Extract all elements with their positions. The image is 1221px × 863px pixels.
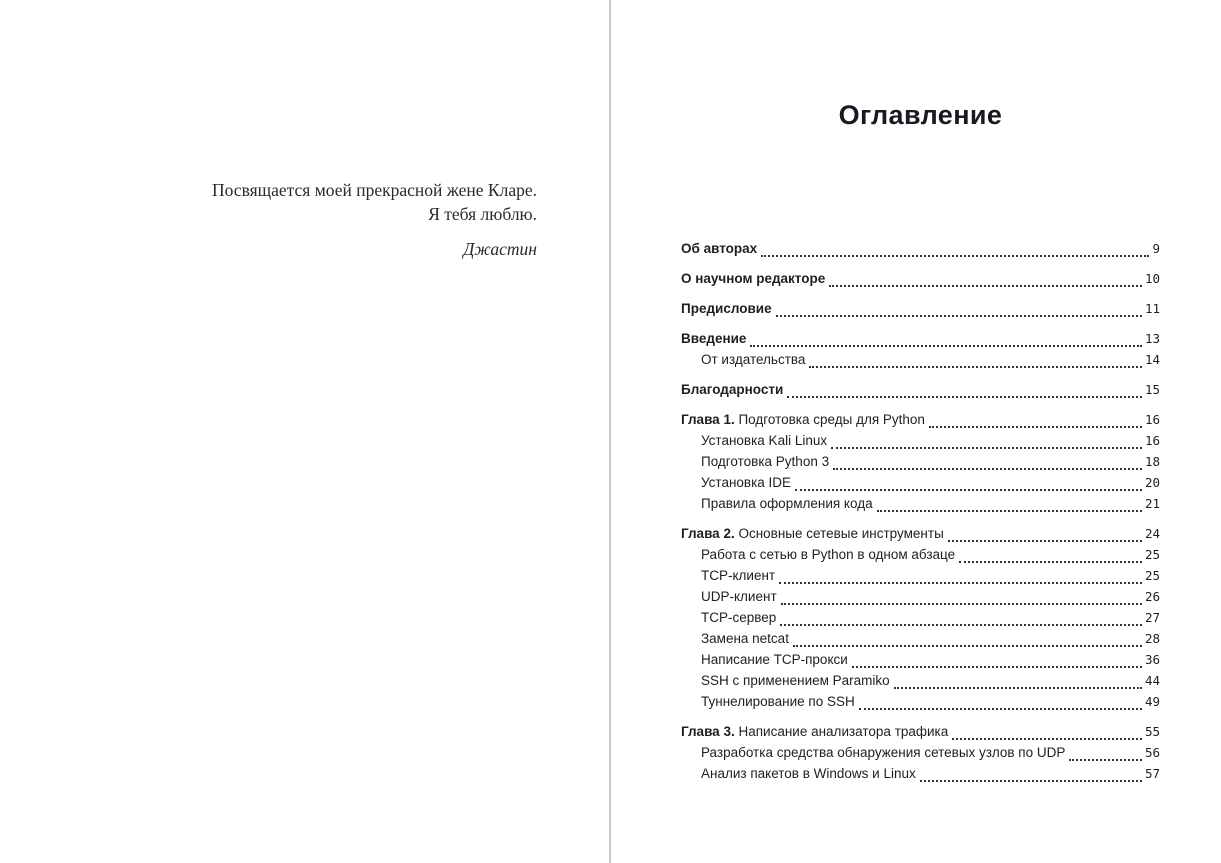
toc-entry-label: Написание TCP-прокси — [701, 652, 848, 667]
toc-entry-page-number: 20 — [1144, 475, 1160, 490]
toc-entry-page-number: 18 — [1144, 454, 1160, 469]
toc-dot-leader — [761, 238, 1149, 257]
toc-entry-page-number: 26 — [1144, 589, 1160, 604]
toc-dot-leader — [829, 268, 1142, 287]
toc-dot-leader — [831, 430, 1142, 449]
toc-entry-page-number: 57 — [1144, 766, 1160, 781]
toc-dot-leader — [779, 565, 1142, 584]
toc-entry-label: От издательства — [701, 352, 806, 367]
toc-entry-page-number: 15 — [1144, 382, 1160, 397]
toc-dot-leader — [959, 544, 1142, 563]
toc-entry — [681, 430, 1160, 451]
toc-entry — [681, 298, 1160, 319]
toc-list — [681, 238, 1160, 784]
page-divider — [609, 0, 611, 863]
toc-entry — [681, 607, 1160, 628]
toc-entry-page-number: 13 — [1144, 331, 1160, 346]
toc-entry-label: Благодарности — [681, 382, 784, 397]
dedication-signature: Джастин — [463, 239, 537, 259]
toc-entry-label: Разработка средства обнаружения сетевых узлов по UDP — [701, 745, 1066, 760]
toc-entry-page-number: 10 — [1144, 271, 1160, 286]
toc-entry-page-number: 25 — [1144, 568, 1160, 583]
toc-entry-label: UDP-клиент — [701, 589, 777, 604]
toc-entry — [681, 691, 1160, 712]
toc-entry-chapter-prefix: Глава 3. — [681, 724, 739, 739]
toc-dot-leader — [787, 379, 1142, 398]
toc-entry — [681, 409, 1160, 430]
toc-entry — [681, 472, 1160, 493]
toc-title: Оглавление — [838, 100, 1003, 130]
toc-entry-chapter-prefix: Глава 2. — [681, 526, 739, 541]
toc-entry — [681, 742, 1160, 763]
toc-entry-label: SSH с применением Paramiko — [701, 673, 890, 688]
toc-dot-leader — [948, 523, 1142, 542]
toc-entry-label: Глава 1. Подготовка среды для Python — [681, 412, 925, 427]
toc-entry — [681, 721, 1160, 742]
toc-entry-page-number: 55 — [1144, 724, 1160, 739]
toc-entry-page-number: 11 — [1144, 301, 1160, 316]
toc-dot-leader — [833, 451, 1142, 470]
toc-entry-page-number: 16 — [1144, 412, 1160, 427]
toc-entry-page-number: 27 — [1144, 610, 1160, 625]
toc-dot-leader — [750, 328, 1142, 347]
toc-dot-leader — [795, 472, 1142, 491]
toc-entry-label: Анализ пакетов в Windows и Linux — [701, 766, 916, 781]
toc-entry-page-number: 24 — [1144, 526, 1160, 541]
toc-entry — [681, 586, 1160, 607]
toc-entry-label: TCP-сервер — [701, 610, 777, 625]
toc-entry-page-number: 49 — [1144, 694, 1160, 709]
toc-entry-page-number: 36 — [1144, 652, 1160, 667]
toc-entry-page-number: 9 — [1152, 241, 1160, 256]
toc-dot-leader — [809, 349, 1142, 368]
toc-entry — [681, 349, 1160, 370]
toc-page — [681, 100, 1160, 784]
toc-entry-label: Введение — [681, 331, 747, 346]
toc-entry — [681, 451, 1160, 472]
toc-entry — [681, 649, 1160, 670]
toc-dot-leader — [781, 586, 1142, 605]
toc-entry-label: Об авторах — [681, 241, 758, 256]
toc-entry-page-number: 28 — [1144, 631, 1160, 646]
toc-entry-label: Предисловие — [681, 301, 772, 316]
toc-entry-label: О научном редакторе — [681, 271, 826, 286]
toc-dot-leader — [780, 607, 1142, 626]
dedication-line-1: Посвящается моей прекрасной жене Кларе. — [211, 180, 537, 200]
toc-entry-label: TCP-клиент — [701, 568, 776, 583]
toc-entry — [681, 268, 1160, 289]
toc-dot-leader — [1069, 742, 1142, 761]
toc-entry-page-number: 21 — [1144, 496, 1160, 511]
toc-entry — [681, 328, 1160, 349]
toc-dot-leader — [859, 691, 1142, 710]
toc-dot-leader — [894, 670, 1142, 689]
toc-entry — [681, 628, 1160, 649]
toc-dot-leader — [929, 409, 1142, 428]
toc-entry — [681, 544, 1160, 565]
toc-entry — [681, 670, 1160, 691]
toc-entry-page-number: 44 — [1144, 673, 1160, 688]
toc-entry-label: Глава 3. Написание анализатора трафика — [681, 724, 949, 739]
toc-entry-label: Установка IDE — [701, 475, 792, 490]
toc-entry-page-number: 56 — [1144, 745, 1160, 760]
toc-dot-leader — [776, 298, 1142, 317]
toc-entry-label: Правила оформления кода — [701, 496, 873, 511]
toc-dot-leader — [877, 493, 1142, 512]
toc-dot-leader — [852, 649, 1142, 668]
toc-entry-label: Туннелирование по SSH — [701, 694, 855, 709]
toc-entry-label: Работа с сетью в Python в одном абзаце — [701, 547, 956, 562]
toc-entry-page-number: 14 — [1144, 352, 1160, 367]
toc-entry-label: Подготовка Python 3 — [701, 454, 830, 469]
dedication-line-2: Я тебя люблю. — [428, 204, 537, 224]
toc-entry-label: Замена netcat — [701, 631, 789, 646]
toc-entry — [681, 565, 1160, 586]
toc-entry — [681, 763, 1160, 784]
dedication-page — [100, 178, 537, 261]
toc-entry — [681, 379, 1160, 400]
toc-dot-leader — [952, 721, 1142, 740]
toc-entry-page-number: 16 — [1144, 433, 1160, 448]
toc-entry-label: Установка Kali Linux — [701, 433, 828, 448]
toc-entry-page-number: 25 — [1144, 547, 1160, 562]
toc-entry — [681, 238, 1160, 259]
toc-dot-leader — [920, 763, 1142, 782]
toc-entry-label: Глава 2. Основные сетевые инструменты — [681, 526, 944, 541]
toc-entry — [681, 523, 1160, 544]
toc-entry-chapter-prefix: Глава 1. — [681, 412, 739, 427]
toc-dot-leader — [793, 628, 1142, 647]
toc-entry — [681, 493, 1160, 514]
